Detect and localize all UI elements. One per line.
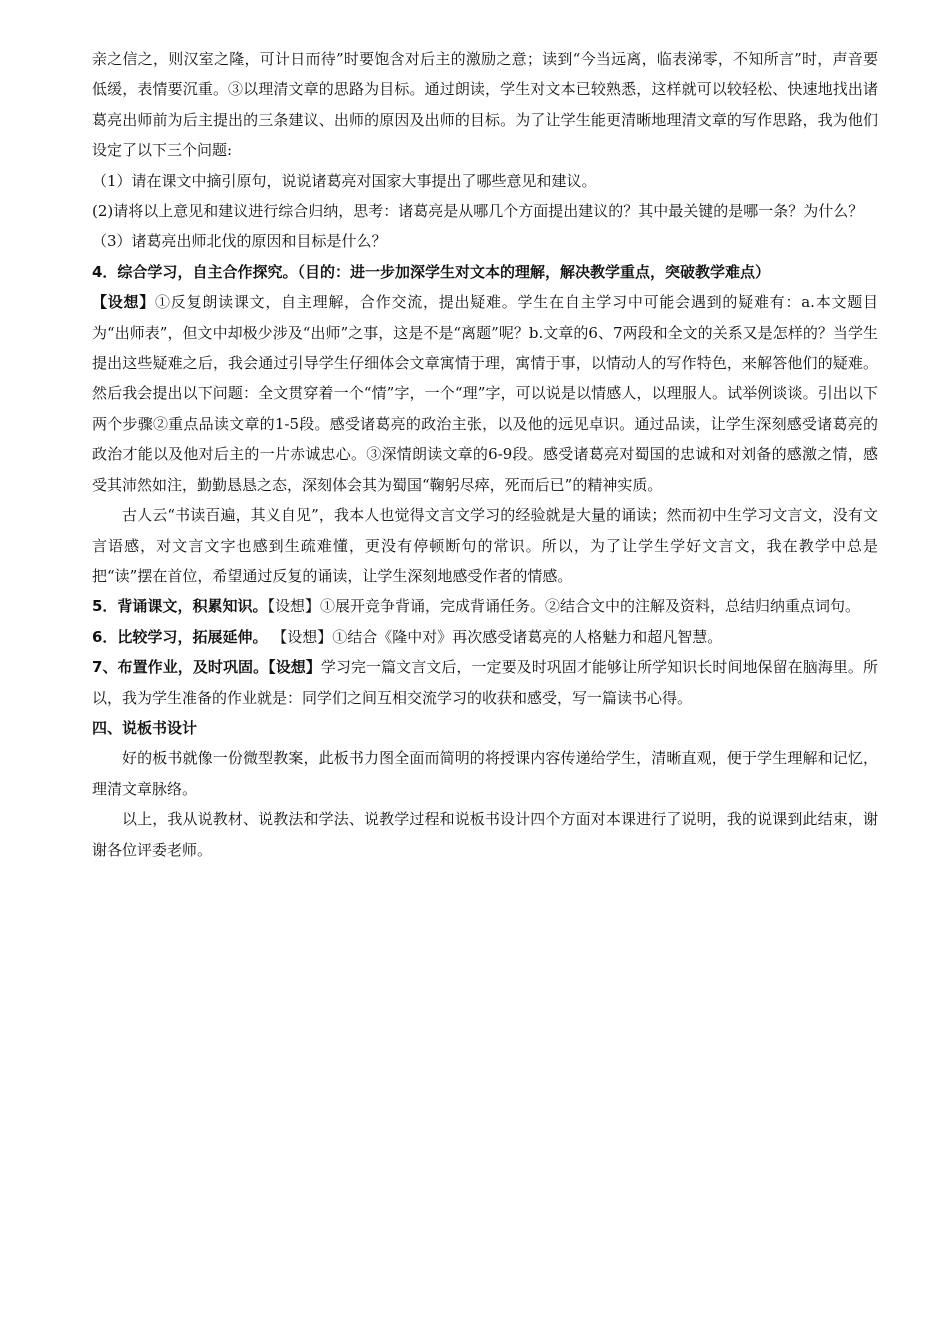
- section-7-heading: 7、布置作业，及时巩固。: [92, 658, 269, 677]
- question-1: （1）请在课文中摘引原句，说说诸葛亮对国家大事提出了哪些意见和建议。: [92, 171, 597, 190]
- section-7: [92, 652, 878, 713]
- section-7-text: 学习完一篇文言文后，一定要及时巩固才能够让所学知识长时间地保留在脑海里。所以，我为学生准备的作业就是：同学们之间互相交流学习的收获和感受，写一篇读书心得。: [92, 658, 878, 707]
- section-4-tag: 【设想】: [92, 293, 156, 312]
- section-6-text: 【设想】①结合《隆中对》再次感受诸葛亮的人格魅力和超凡智慧。: [267, 627, 723, 646]
- section-7-tag: 【设想】: [268, 658, 321, 677]
- question-2: (2)请将以上意见和建议进行综合归纳，思考：诸葛亮是从哪几个方面提出建议的？其中最关键的是哪一条？为什么？: [92, 202, 864, 221]
- section-4-text: ①反复朗读课文，自主理解，合作交流，提出疑难。学生在自主学习中可能会遇到的疑难有：a.本文题目为“出师表”，但文中却极少涉及“出师”之事，这是不是“离题”呢？b.文章的6、7两段和全文的关系又是怎样的？当学生提出这些疑难之后，我会通过引导学生仔细体会文章寓情于理，寓情于事，以情动人的写作特色，来解答他们的疑难。然后我会提出以下问题：全文贯穿着一个“情”字，一个“理”字，可以说是以情感人，以理服人。试举例谈谈。引出以下两个步骤②重点品读文章的1-5段。感受诸葛亮的政治主张，以及他的远见卓识。通过品读，让学生深刻感受诸葛亮的政治才能以及他对后主的一片赤诚忠心。③深情朗读文章的6-9段。感受诸葛亮对蜀国的忠诚和对刘备的感激之情，感受其沛然如注，勤勤恳恳之态，深刻体会其为蜀国“鞠躬尽瘁，死而后已”的精神实质。: [92, 293, 878, 494]
- section-6-heading: 6．比较学习，拓展延伸。: [92, 627, 268, 646]
- heading-board-design: 四、说板书设计: [92, 718, 198, 737]
- question-3: （3）诸葛亮出师北伐的原因和目标是什么？: [92, 232, 387, 251]
- paragraph-reading-method: 古人云“书读百遍，其义自见”，我本人也觉得文言文学习的经验就是大量的诵读；然而初中生学习文言文，没有文言语感，对文言文字也感到生疏难懂，更没有停顿断句的常识。所以，为了让学生学好文言文，我在教学中总是把“读”摆在首位，希望通过反复的诵读，让学生深刻地感受作者的情感。: [92, 506, 878, 585]
- document-page: [92, 44, 878, 865]
- section-5-heading: 5．背诵课文，积累知识。: [92, 597, 268, 616]
- paragraph-closing: 以上，我从说教材、说教法和学法、说教学过程和说板书设计四个方面对本课进行了说明，我的说课到此结束，谢谢各位评委老师。: [92, 810, 878, 859]
- section-5: [92, 591, 878, 621]
- section-4-heading: 4．综合学习，自主合作探究。（目的：进一步加深学生对文本的理解，解决教学重点，突破教学难点）: [92, 262, 770, 281]
- section-6: [92, 622, 878, 652]
- section-4-body: [92, 287, 878, 500]
- section-5-text: 【设想】①展开竞争背诵，完成背诵任务。②结合文中的注解及资料，总结归纳重点词句。: [267, 597, 860, 616]
- paragraph-board-design: 好的板书就像一份微型教案，此板书力图全面而简明的将授课内容传递给学生，清晰直观，便于学生理解和记忆，理清文章脉络。: [92, 749, 878, 798]
- paragraph-reading-guidance: 亲之信之，则汉室之隆，可计日而待”时要饱含对后主的激励之意；读到“今当远离，临表涕零，不知所言”时，声音要低缓，表情要沉重。③以理清文章的思路为目标。通过朗读，学生对文本已较熟悉，这样就可以较轻松、快速地找出诸葛亮出师前为后主提出的三条建议、出师的原因及出师的目标。为了让学生能更清晰地理清文章的写作思路，我为他们设定了以下三个问题:: [92, 50, 878, 160]
